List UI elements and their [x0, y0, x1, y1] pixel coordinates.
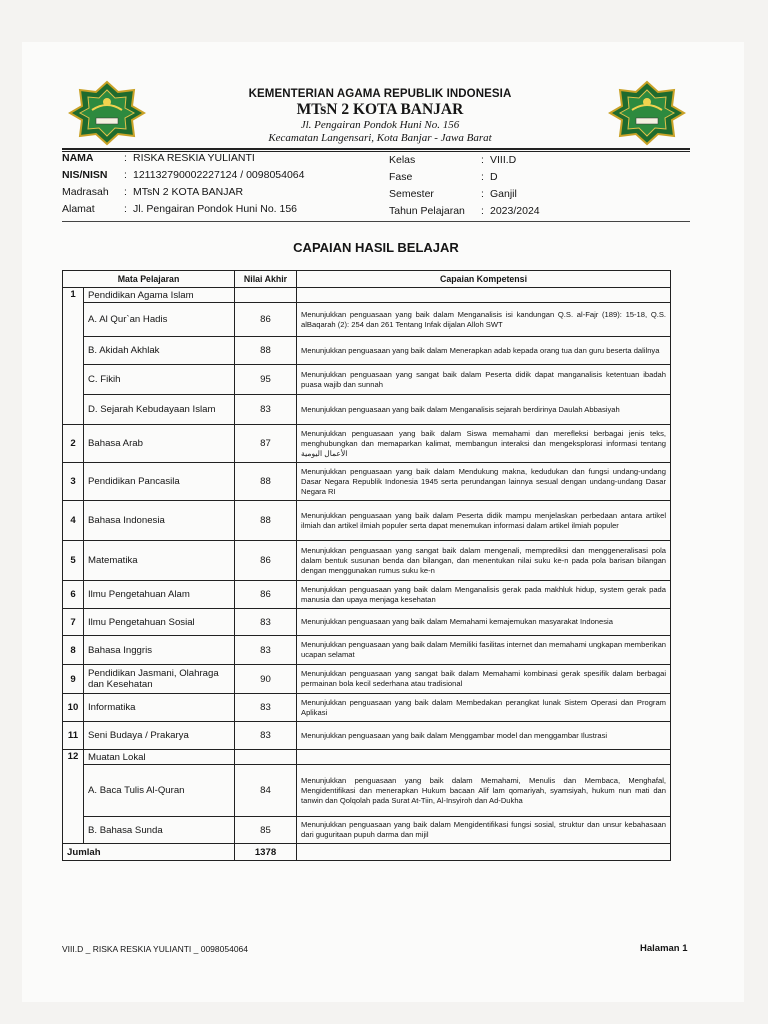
table-row: [63, 337, 671, 365]
subject-name: Matematika: [84, 541, 235, 581]
subject-name: Ilmu Pengetahuan Alam: [84, 581, 235, 609]
subject-score: 87: [235, 425, 297, 463]
subject-name: Informatika: [84, 694, 235, 722]
subject-score: 83: [235, 694, 297, 722]
subject-score: 83: [235, 636, 297, 665]
info-label: Kelas: [389, 154, 416, 166]
row-number: 11: [63, 722, 84, 750]
table-row: [63, 636, 671, 665]
table-row: [63, 609, 671, 636]
info-divider: [62, 221, 690, 222]
subject-score: 88: [235, 501, 297, 541]
row-number: 2: [63, 425, 84, 463]
subject-competency: Menunjukkan penguasaan yang baik dalam Memiliki fasilitas internet dan memahami ungkapan memberikan ucapan selamat: [297, 636, 671, 665]
subject-score: 88: [235, 463, 297, 501]
subject-competency: Menunjukkan penguasaan yang baik dalam Menganalisis sejarah berdirinya Daulah Abbasiyah: [297, 395, 671, 425]
subject-score: 83: [235, 609, 297, 636]
table-row: [63, 722, 671, 750]
table-row: [63, 365, 671, 395]
subject-score: 83: [235, 722, 297, 750]
student-semester: Ganjil: [490, 188, 517, 200]
table-row: [63, 463, 671, 501]
table-row: [63, 817, 671, 844]
subject-competency: Menunjukkan penguasaan yang baik dalam Mengidentifikasi fungsi sosial, struktur dan unsur kebahasaan dari guguritaan pupuh darma dan mijil: [297, 817, 671, 844]
row-number: 3: [63, 463, 84, 501]
info-label: NAMA: [62, 152, 94, 164]
total-score: 1378: [235, 844, 297, 861]
subject-competency: Menunjukkan penguasaan yang baik dalam Memahami, Menulis dan Membaca, Menghafal, Mengidentifikasi dan menerapkan Hukum bacaan Alif lam qomariyah, syamsiyah, hukum nun mati dan tanwin dan Qolqolah pada Surat At-Tiin, Al-Insyiroh dan Ad-Dukha: [297, 765, 671, 817]
subject-name: B. Bahasa Sunda: [84, 817, 235, 844]
table-row: [63, 541, 671, 581]
info-colon: :: [481, 188, 484, 200]
subject-score: 86: [235, 581, 297, 609]
subject-competency: Menunjukkan penguasaan yang baik dalam Menganalisis isi kandungan Q.S. al-Fajr (189): 15-18, Q.S. alBaqarah (2): 254 dan 261 Tentang Infak dijalan Alloh SWT: [297, 303, 671, 337]
group-title: Pendidikan Agama Islam: [84, 288, 235, 303]
subject-competency: Menunjukkan penguasaan yang baik dalam Mendukung makna, kedudukan dan fungsi undang-undang Dasar Negara Republik Indonesia 1945 serta perundangan lainnya sesual dengan undang-undang Dasar Negara RI: [297, 463, 671, 501]
info-colon: :: [481, 154, 484, 166]
page-number: Halaman 1: [640, 943, 688, 954]
col-header-competency: Capaian Kompetensi: [297, 271, 671, 288]
info-label: Semester: [389, 188, 434, 200]
empty-cell: [235, 288, 297, 303]
row-number: 12: [63, 750, 84, 844]
subject-competency: Menunjukkan penguasaan yang baik dalam Membedakan perangkat lunak Sistem Operasi dan Program Aplikasi: [297, 694, 671, 722]
info-colon: :: [481, 171, 484, 183]
school-address: Jl. Pengairan Pondok Huni No. 156: [300, 119, 460, 131]
subject-competency: Menunjukkan penguasaan yang baik dalam Memahami kemajemukan masyarakat Indonesia: [297, 609, 671, 636]
group-title: Muatan Lokal: [84, 750, 235, 765]
row-number: 7: [63, 609, 84, 636]
subject-name: Pendidikan Jasmani, Olahraga dan Kesehatan: [84, 665, 235, 694]
subject-score: 95: [235, 365, 297, 395]
empty-cell: [235, 750, 297, 765]
subject-score: 86: [235, 303, 297, 337]
subject-name: Seni Budaya / Prakarya: [84, 722, 235, 750]
subject-name: Bahasa Arab: [84, 425, 235, 463]
table-row: [63, 303, 671, 337]
student-address: Jl. Pengairan Pondok Huni No. 156: [133, 203, 298, 215]
table-row: [63, 581, 671, 609]
info-label: Alamat: [62, 203, 95, 215]
info-colon: :: [481, 205, 484, 217]
subject-competency: Menunjukkan penguasaan yang baik dalam Menganalisis gerak pada makhluk hidup, system gerak pada manusia dan upaya menjaga kesehatan: [297, 581, 671, 609]
ministry-emblem-logo: [608, 80, 686, 146]
subject-score: 84: [235, 765, 297, 817]
subject-competency: Menunjukkan penguasaan yang baik dalam Siswa memahami dan merefleksi berbagai jenis teks, menghubungkan dan memaparkan kalimat, membangun interaksi dan mengeksplorasi informasi tentang الأعمال اليومية: [297, 425, 671, 463]
student-madrasah: MTsN 2 KOTA BANJAR: [133, 186, 244, 198]
student-phase: D: [490, 171, 498, 183]
total-row: [63, 844, 671, 861]
empty-cell: [297, 288, 671, 303]
subject-name: A. Al Qur`an Hadis: [84, 303, 235, 337]
row-number: 1: [63, 288, 84, 425]
subject-name: D. Sejarah Kebudayaan Islam: [84, 395, 235, 425]
subject-score: 90: [235, 665, 297, 694]
col-header-subject: Mata Pelajaran: [63, 271, 235, 288]
subject-competency: Menunjukkan penguasaan yang baik dalam Menggambar model dan menggambar Ilustrasi: [297, 722, 671, 750]
row-number: 9: [63, 665, 84, 694]
row-number: 6: [63, 581, 84, 609]
subject-competency: Menunjukkan penguasaan yang sangat baik dalam Peserta didik dapat manganalisis ketentuan ibadah puasa wajib dan sunnah: [297, 365, 671, 395]
grades-table: [62, 270, 671, 861]
info-colon: :: [124, 152, 127, 164]
subject-competency: Menunjukkan penguasaan yang sangat baik dalam mengenali, memprediksi dan menggeneralisasi pola dalam bentuk susunan benda dan bilangan, dan menentukan nilai suku ke-n pada pola barisan bilangan dengan menggunakan rumus suku ke-n: [297, 541, 671, 581]
ministry-emblem-logo: [68, 80, 146, 146]
table-header-row: [63, 271, 671, 288]
school-district: Kecamatan Langensari, Kota Banjar - Jawa Barat: [268, 132, 492, 144]
subject-competency: Menunjukkan penguasaan yang baik dalam Peserta didik mampu menjelaskan perbedaan antara artikel ilmiah dan artikel ilmiah populer serta dapat menemukan informasi dalam artikel ilmiah populer: [297, 501, 671, 541]
empty-cell: [297, 750, 671, 765]
row-number: 10: [63, 694, 84, 722]
ministry-title: KEMENTERIAN AGAMA REPUBLIK INDONESIA: [248, 88, 512, 100]
table-row: [63, 501, 671, 541]
subject-name: A. Baca Tulis Al-Quran: [84, 765, 235, 817]
info-label: Fase: [389, 171, 413, 183]
info-colon: :: [124, 169, 127, 181]
subject-score: 86: [235, 541, 297, 581]
col-header-score: Nilai Akhir: [235, 271, 297, 288]
footer-student-id: VIII.D _ RISKA RESKIA YULIANTI _ 0098054064: [62, 944, 249, 954]
subject-score: 83: [235, 395, 297, 425]
subject-score: 85: [235, 817, 297, 844]
table-row: [63, 288, 671, 303]
table-row: [63, 694, 671, 722]
subject-competency: Menunjukkan penguasaan yang baik dalam Menerapkan adab kepada orang tua dan guru beserta dalilnya: [297, 337, 671, 365]
info-colon: :: [124, 203, 127, 215]
header-divider: [62, 148, 690, 150]
table-row: [63, 765, 671, 817]
table-row: [63, 750, 671, 765]
subject-name: C. Fikih: [84, 365, 235, 395]
student-class: VIII.D: [490, 154, 517, 166]
subject-name: Bahasa Indonesia: [84, 501, 235, 541]
row-number: 4: [63, 501, 84, 541]
info-label: Tahun Pelajaran: [389, 205, 465, 217]
student-academic-year: 2023/2024: [490, 205, 540, 217]
subject-name: Bahasa Inggris: [84, 636, 235, 665]
table-row: [63, 395, 671, 425]
subject-name: B. Akidah Akhlak: [84, 337, 235, 365]
subject-score: 88: [235, 337, 297, 365]
school-name: MTsN 2 KOTA BANJAR: [296, 101, 464, 118]
row-number: 5: [63, 541, 84, 581]
info-colon: :: [124, 186, 127, 198]
row-number: 8: [63, 636, 84, 665]
empty-cell: [297, 844, 671, 861]
table-row: [63, 665, 671, 694]
student-name: RISKA RESKIA YULIANTI: [133, 152, 255, 164]
student-nis: 121132790002227124 / 0098054064: [133, 169, 305, 181]
info-label: Madrasah: [62, 186, 109, 198]
total-label: Jumlah: [63, 844, 235, 861]
subject-name: Ilmu Pengetahuan Sosial: [84, 609, 235, 636]
subject-competency: Menunjukkan penguasaan yang sangat baik dalam Memahami kombinasi gerak spesifik dalam berbagai permainan bola kecil sederhana atau tradisional: [297, 665, 671, 694]
info-label: NIS/NISN: [62, 169, 108, 181]
table-row: [63, 425, 671, 463]
subject-name: Pendidikan Pancasila: [84, 463, 235, 501]
section-title: CAPAIAN HASIL BELAJAR: [293, 240, 459, 255]
